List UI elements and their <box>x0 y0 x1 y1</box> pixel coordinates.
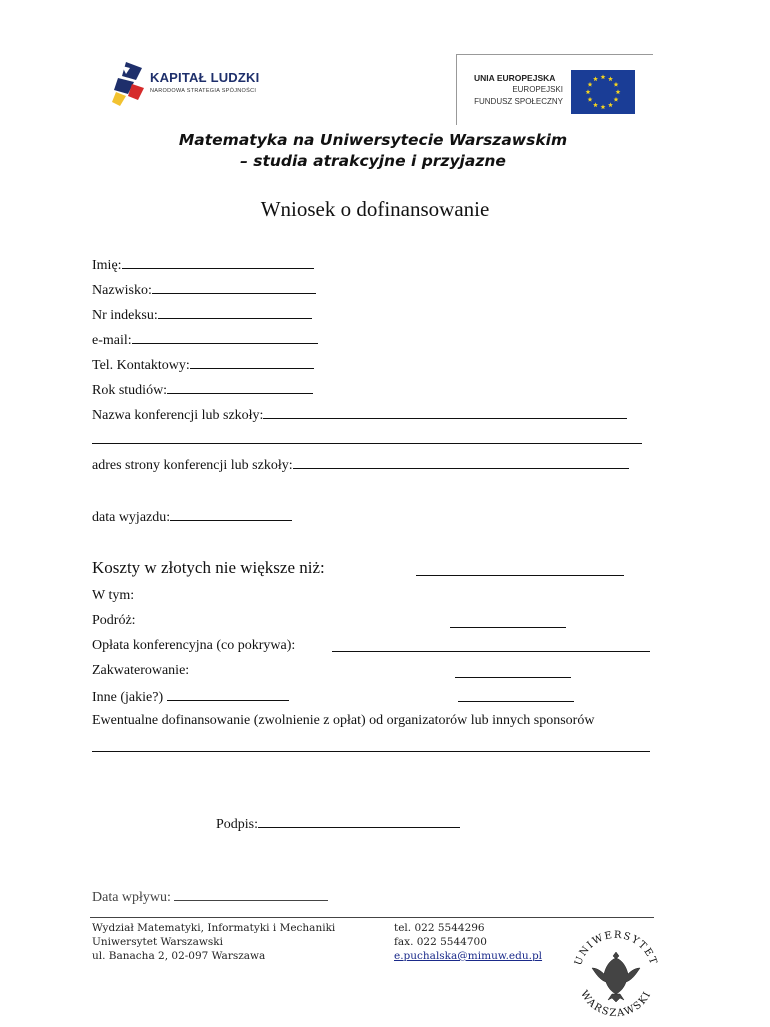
kapital-ludzki-emblem-icon <box>112 62 146 108</box>
input-line[interactable] <box>132 331 318 344</box>
field-label: data wyjazdu: <box>92 510 171 525</box>
field-label: Podpis: <box>216 817 259 832</box>
footer-address-line: ul. Banacha 2, 02-097 Warszawa <box>92 950 266 962</box>
cost-ewentualne-label: Ewentualne dofinansowanie (zwolnienie z opłat) od organizatorów lub innych sponsorów <box>92 713 595 728</box>
project-subtitle: – studia atrakcyjne i przyjazne <box>240 152 506 170</box>
data-wplywu <box>92 888 328 906</box>
field-rok <box>92 381 313 399</box>
cost-ewentualne-line[interactable] <box>92 751 650 752</box>
cost-oplata-label: Opłata konferencyjna (co pokrywa): <box>92 638 296 653</box>
footer-fax: fax. 022 5544700 <box>394 936 487 948</box>
field-nr-indeksu <box>92 306 312 324</box>
costs-total-line[interactable] <box>416 575 624 576</box>
field-email <box>92 331 318 349</box>
input-line[interactable] <box>293 456 629 469</box>
input-line[interactable] <box>158 306 312 319</box>
field-imie <box>92 256 314 274</box>
field-adres-strony <box>92 456 629 474</box>
input-line[interactable] <box>258 815 460 828</box>
kapital-ludzki-subtitle: NARODOWA STRATEGIA SPÓJNOŚCI <box>150 88 257 94</box>
eu-star-icon <box>593 76 598 81</box>
eu-star-icon <box>593 102 598 107</box>
input-line[interactable] <box>174 888 328 901</box>
eu-star-icon <box>614 82 619 87</box>
costs-w-tym: W tym: <box>92 588 135 603</box>
input-line[interactable] <box>190 356 314 369</box>
eu-star-icon <box>616 89 621 94</box>
eu-star-icon <box>588 82 593 87</box>
cost-zakwaterowanie-line[interactable] <box>455 677 571 678</box>
footer-tel: tel. 022 5544296 <box>394 922 485 934</box>
field-label: e-mail: <box>92 333 132 348</box>
footer-address-line: Wydział Matematyki, Informatyki i Mechaniki <box>92 922 336 934</box>
field-tel <box>92 356 314 374</box>
project-title: Matematyka na Uniwersytecie Warszawskim <box>178 131 568 149</box>
field-nazwisko <box>92 281 316 299</box>
eu-star-icon <box>608 76 613 81</box>
eu-star-icon <box>601 104 606 109</box>
field-label: Imię: <box>92 258 122 273</box>
footer-email-link[interactable]: e.puchalska@mimuw.edu.pl <box>394 950 543 962</box>
eu-star-icon <box>588 97 593 102</box>
field-label: Tel. Kontaktowy: <box>92 358 190 373</box>
field-label: Inne (jakie?) <box>92 690 164 705</box>
seal-bottom-text: WARSZAWSKI <box>578 988 654 1020</box>
costs-header: Koszty w złotych nie większe niż: <box>92 558 325 577</box>
eu-line2: EUROPEJSKI <box>512 85 563 94</box>
field-data-wyjazdu <box>92 508 292 526</box>
cost-oplata-line[interactable] <box>332 651 650 652</box>
seal-top-text: UNIWERSYTET <box>573 929 659 968</box>
podpis <box>216 815 460 833</box>
field-label: Nazwa konferencji lub szkoły: <box>92 408 264 423</box>
field-label: adres strony konferencji lub szkoły: <box>92 458 293 473</box>
footer-contact <box>394 921 542 963</box>
input-line[interactable] <box>122 256 314 269</box>
eu-star-icon <box>614 97 619 102</box>
input-line[interactable] <box>263 406 627 419</box>
input-line[interactable] <box>152 281 316 294</box>
footer-address <box>92 921 335 963</box>
footer-divider <box>90 917 654 918</box>
footer-address-line: Uniwersytet Warszawski <box>92 936 223 948</box>
field-label: Nazwisko: <box>92 283 152 298</box>
input-line-continuation[interactable] <box>92 443 642 444</box>
eu-line3: FUNDUSZ SPOŁECZNY <box>474 97 563 106</box>
form-heading: Wniosek o dofinansowanie <box>260 197 490 221</box>
field-label: Nr indeksu: <box>92 308 158 323</box>
field-label: Data wpływu: <box>92 890 171 905</box>
cost-podroz-line[interactable] <box>450 627 566 628</box>
cost-inne-amount-line[interactable] <box>458 701 574 702</box>
kapital-ludzki-logo <box>112 62 262 110</box>
field-label: Rok studiów: <box>92 383 168 398</box>
cost-zakwaterowanie-label: Zakwaterowanie: <box>92 663 190 678</box>
eu-star-icon <box>608 102 613 107</box>
input-line[interactable] <box>170 508 292 521</box>
eu-star-icon <box>586 89 591 94</box>
university-seal-icon <box>566 922 666 1022</box>
eu-star-icon <box>601 74 606 79</box>
field-nazwa-konferencji <box>92 406 627 424</box>
eu-flag-icon <box>571 70 635 114</box>
eu-title: UNIA EUROPEJSKA <box>474 73 556 83</box>
cost-inne <box>92 688 289 706</box>
cost-podroz-label: Podróż: <box>92 613 136 628</box>
input-line[interactable] <box>167 688 289 701</box>
input-line[interactable] <box>167 381 313 394</box>
eu-logo <box>456 54 653 125</box>
kapital-ludzki-title: KAPITAŁ LUDZKI <box>150 70 260 85</box>
